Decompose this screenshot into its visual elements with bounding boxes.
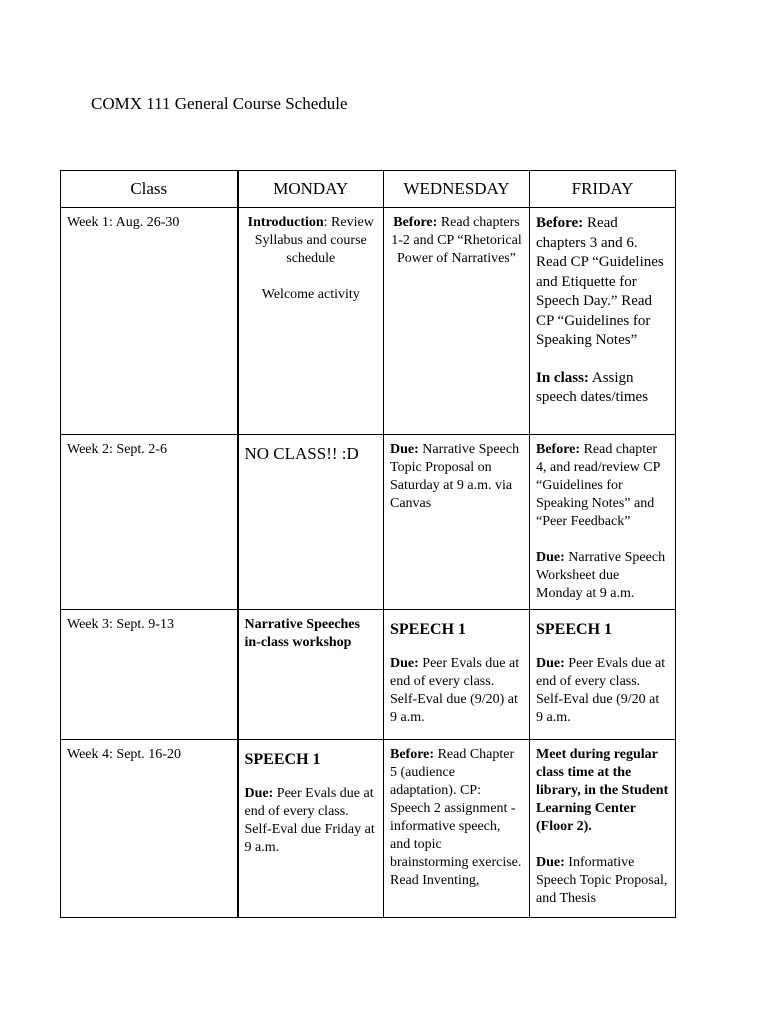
before-label: Before:: [393, 215, 438, 230]
wednesday-cell: [384, 610, 530, 740]
due-label: Due:: [244, 786, 274, 801]
week-cell: [61, 740, 238, 918]
speech-heading: SPEECH 1: [244, 751, 321, 768]
due-label: Due:: [390, 442, 419, 457]
before-label: Before:: [536, 215, 584, 231]
due-text: Informative Speech Topic Proposal, and Thesis: [536, 855, 668, 906]
before-text: Read chapters 3 and 6. Read CP “Guidelines and Etiquette for Speech Day.” Read CP “Guidelines for Speaking Notes”: [536, 215, 664, 348]
due-text: Peer Evals due at end of every class. Self-Eval due Friday at 9 a.m.: [244, 786, 375, 855]
monday-cell: [238, 208, 384, 435]
intro-text: : Review Syllabus and course schedule: [254, 215, 374, 266]
header-friday: FRIDAY: [530, 171, 676, 208]
before-label: Before:: [536, 442, 581, 457]
week-label: Week 3: Sept. 9-13: [67, 617, 174, 632]
week-cell: [61, 208, 238, 435]
meet-text: Meet during regular class time at the library, in the Student Learning Center (Floor 2).: [536, 747, 669, 834]
friday-cell: [530, 208, 676, 435]
header-monday: MONDAY: [238, 171, 384, 208]
due-label: Due:: [390, 656, 419, 671]
before-label: Before:: [390, 747, 435, 762]
before-text: Read chapters 1-2 and CP “Rhetorical Power of Narratives”: [391, 215, 522, 266]
in-class-label: In class:: [536, 369, 589, 386]
week-cell: [61, 435, 238, 610]
header-wednesday: WEDNESDAY: [384, 171, 530, 208]
due-label: Due:: [536, 855, 565, 870]
no-class-text: NO CLASS!! :D: [244, 444, 359, 463]
due-label: Due:: [536, 656, 565, 671]
friday-cell: [530, 435, 676, 610]
friday-cell: [530, 740, 676, 918]
week-label: Week 2: Sept. 2-6: [67, 442, 167, 457]
week-label: Week 1: Aug. 26-30: [67, 215, 180, 230]
wednesday-cell: [384, 740, 530, 918]
wednesday-cell: [384, 208, 530, 435]
due-text: Peer Evals due at end of every class. Self-Eval due (9/20) at 9 a.m.: [390, 656, 520, 725]
week-label: Week 4: Sept. 16-20: [67, 747, 181, 762]
before-text: Read Chapter 5 (audience adaptation). CP: Speech 2 assignment - informative speech, and topic brainstorming exercise. Read Inventing,: [390, 747, 522, 888]
document-title: COMX 111 General Course Schedule: [91, 94, 348, 113]
table-row: [61, 740, 676, 918]
workshop-text: Narrative Speeches in-class workshop: [244, 617, 360, 650]
before-text: Read chapter 4, and read/review CP “Guidelines for Speaking Notes” and “Peer Feedback”: [536, 442, 660, 529]
due-text: Narrative Speech Topic Proposal on Saturday at 9 a.m. via Canvas: [390, 442, 520, 511]
monday-cell: [238, 740, 384, 918]
wednesday-cell: [384, 435, 530, 610]
week-cell: [61, 610, 238, 740]
monday-cell: [238, 610, 384, 740]
intro-label: Introduction: [247, 215, 324, 230]
welcome-text: Welcome activity: [261, 287, 360, 302]
header-class: Class: [61, 171, 238, 208]
due-text: Narrative Speech Worksheet due Monday at 9 a.m.: [536, 550, 666, 601]
monday-cell: [238, 435, 384, 610]
due-text: Peer Evals due at end of every class. Self-Eval due (9/20 at 9 a.m.: [536, 656, 666, 725]
friday-cell: [530, 610, 676, 740]
speech-heading: SPEECH 1: [390, 621, 467, 638]
table-row: [61, 435, 676, 610]
table-header-row: [61, 171, 676, 208]
in-class-text: Assign speech dates/times: [536, 369, 649, 405]
table-row: [61, 610, 676, 740]
schedule-table: [60, 170, 676, 918]
speech-heading: SPEECH 1: [536, 621, 613, 638]
table-row: [61, 208, 676, 435]
due-label: Due:: [536, 550, 565, 565]
